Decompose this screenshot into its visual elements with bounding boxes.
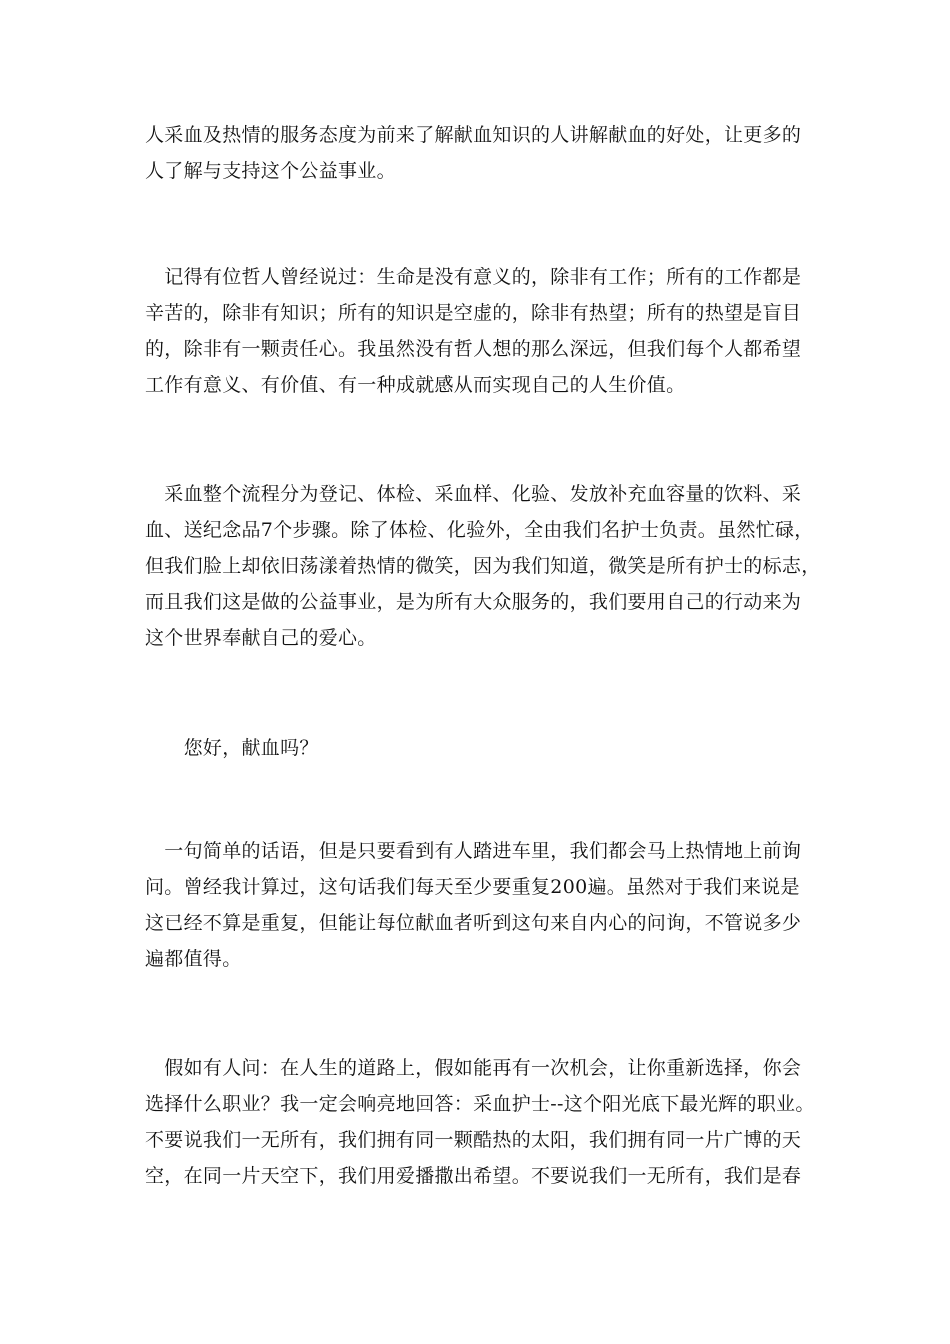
text-line: 问。曾经我计算过，这句话我们每天至少要重复200遍。虽然对于我们来说是 <box>145 876 800 898</box>
paragraph-5 <box>145 833 810 977</box>
text-line: 但我们脸上却依旧荡漾着热情的微笑，因为我们知道，微笑是所有护士的标志， <box>145 555 821 577</box>
paragraph-6 <box>145 1050 815 1194</box>
text-line: 工作有意义、有价值、有一种成就感从而实现自己的人生价值。 <box>145 374 686 396</box>
text-line: 这个世界奉献自己的爱心。 <box>145 627 377 649</box>
text-line: 这已经不算是重复，但能让每位献血者听到这句来自内心的问询，不管说多少 <box>145 912 802 934</box>
text-line: 采血整个流程分为登记、体检、采血样、化验、发放补充血容量的饮料、采 <box>145 483 802 505</box>
text-line: 辛苦的，除非有知识；所有的知识是空虚的，除非有热望；所有的热望是盲目 <box>145 302 802 324</box>
paragraph-2 <box>145 259 810 403</box>
paragraph-1 <box>145 117 810 189</box>
text-line: 您好，献血吗？ <box>145 737 319 759</box>
paragraph-3 <box>145 476 821 656</box>
text-line: 不要说我们一无所有，我们拥有同一颗酷热的太阳，我们拥有同一片广博的天 <box>145 1129 802 1151</box>
text-line: 选择什么职业？我一定会响亮地回答：采血护士--这个阳光底下最光辉的职业。 <box>145 1093 815 1115</box>
text-line: 假如有人问：在人生的道路上，假如能再有一次机会，让你重新选择，你会 <box>145 1057 802 1079</box>
text-line: 空，在同一片天空下，我们用爱播撒出希望。不要说我们一无所有，我们是春 <box>145 1165 802 1187</box>
text-line: 血、送纪念品7个步骤。除了体检、化验外，全由我们名护士负责。虽然忙碌， <box>145 519 814 541</box>
text-line: 的，除非有一颗责任心。我虽然没有哲人想的那么深远，但我们每个人都希望 <box>145 338 802 360</box>
text-line: 人了解与支持这个公益事业。 <box>145 160 396 182</box>
text-line: 记得有位哲人曾经说过：生命是没有意义的，除非有工作；所有的工作都是 <box>145 266 802 288</box>
text-line: 一句简单的话语，但是只要看到有人踏进车里，我们都会马上热情地上前询 <box>145 840 802 862</box>
text-line: 而且我们这是做的公益事业，是为所有大众服务的，我们要用自己的行动来为 <box>145 591 802 613</box>
text-line: 人采血及热情的服务态度为前来了解献血知识的人讲解献血的好处，让更多的 <box>145 124 802 146</box>
text-line: 遍都值得。 <box>145 948 242 970</box>
paragraph-4 <box>145 730 810 766</box>
